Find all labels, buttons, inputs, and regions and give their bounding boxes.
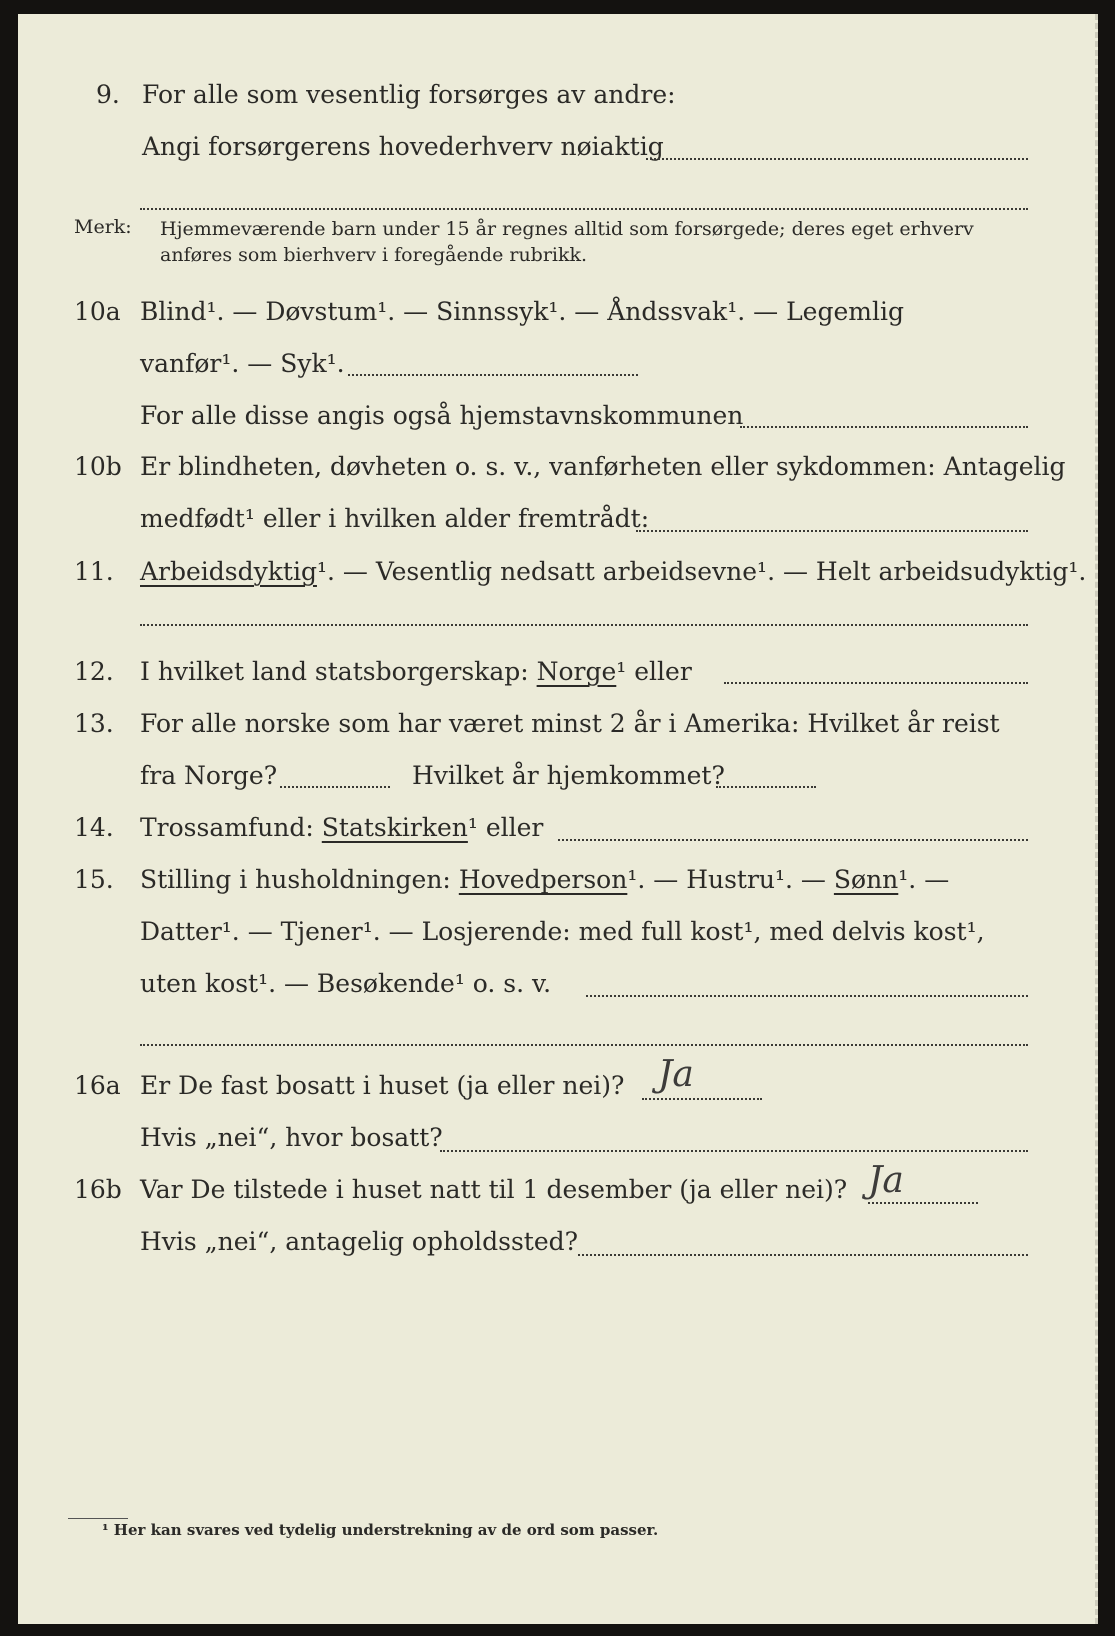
q16b-line2: Hvis „nei“, antagelig opholdssted?	[140, 1227, 579, 1256]
q9-answer-line-2[interactable]	[140, 208, 1028, 210]
q15-number: 15.	[74, 865, 114, 894]
q10b-answer-line[interactable]	[636, 530, 1028, 532]
q12-number: 12.	[74, 657, 114, 686]
q13-number: 13.	[74, 709, 114, 738]
q16a-line2: Hvis „nei“, hvor bosatt?	[140, 1123, 443, 1152]
q14-number: 14.	[74, 813, 114, 842]
q13-line1: For alle norske som har været minst 2 år i Amerika: Hvilket år reist	[140, 709, 1000, 738]
footnote-text: ¹ Her kan svares ved tydelig understrekning av de ord som passer.	[102, 1521, 659, 1539]
q16a-line1: Er De fast bosatt i huset (ja eller nei)?	[140, 1071, 625, 1100]
q16b-opholdssted-line[interactable]	[578, 1254, 1028, 1256]
q10a-line2: vanfør¹. — Syk¹.	[140, 349, 345, 378]
q10a-kommune-line[interactable]	[740, 426, 1028, 428]
q10a-line3: For alle disse angis også hjemstavnskommunen	[140, 401, 744, 430]
q15-line1c: ¹. —	[898, 865, 950, 894]
q13-hjemkommet-line[interactable]	[716, 786, 816, 788]
q15-line1u2: Sønn	[833, 865, 899, 894]
q13-line2a: fra Norge?	[140, 761, 278, 790]
q9-line2: Angi forsørgerens hovederhverv nøiaktig	[142, 132, 664, 161]
q9-answer-line[interactable]	[646, 158, 1028, 160]
q16a-answer-line[interactable]	[642, 1098, 762, 1100]
q16b-answer-line[interactable]	[868, 1202, 978, 1204]
q15-line2: Datter¹. — Tjener¹. — Losjerende: med full kost¹, med delvis kost¹,	[140, 917, 985, 946]
q9-number: 9.	[96, 80, 120, 109]
q13-line2b: Hvilket år hjemkommet?	[412, 761, 725, 790]
q12-before: I hvilket land statsborgerskap:	[140, 657, 529, 686]
census-form-page	[18, 14, 1098, 1624]
q9-line1: For alle som vesentlig forsørges av andre:	[142, 80, 676, 109]
q11-rest: ¹. — Vesentlig nedsatt arbeidsevne¹. — Helt arbeidsudyktig¹.	[316, 557, 1087, 586]
q16a-handwritten-answer: Ja	[658, 1054, 694, 1095]
q10b-line2: medfødt¹ eller i hvilken alder fremtrådt:	[140, 504, 650, 533]
q12-answer-line[interactable]	[724, 682, 1028, 684]
q10a-number: 10a	[74, 297, 121, 326]
q16b-line1: Var De tilstede i huset natt til 1 desember (ja eller nei)?	[140, 1175, 848, 1204]
q15-answer-line-2[interactable]	[140, 1044, 1028, 1046]
q11-text	[140, 556, 1086, 588]
q15-line3: uten kost¹. — Besøkende¹ o. s. v.	[140, 969, 552, 998]
q15-line1	[140, 864, 949, 896]
q11-number: 11.	[74, 557, 114, 586]
q16a-bosatt-line[interactable]	[440, 1150, 1028, 1152]
q10a-line1: Blind¹. — Døvstum¹. — Sinnssyk¹. — Åndssvak¹. — Legemlig	[140, 297, 904, 326]
q14-underlined: Statskirken	[321, 813, 468, 842]
merk-line1: Hjemmeværende barn under 15 år regnes alltid som forsørgede; deres eget erhverv	[160, 218, 974, 240]
q11-answer-line[interactable]	[140, 624, 1028, 626]
q16b-number: 16b	[74, 1175, 122, 1204]
merk-label: Merk:	[74, 216, 132, 238]
q14-answer-line[interactable]	[558, 839, 1028, 841]
q14-before: Trossamfund:	[140, 813, 314, 842]
q12-after: ¹ eller	[616, 657, 692, 686]
q12-underlined: Norge	[536, 657, 617, 686]
q12-text	[140, 656, 692, 688]
merk-line2: anføres som bierhverv i foregående rubrikk.	[160, 244, 588, 266]
q15-line1a: Stilling i husholdningen:	[140, 865, 451, 894]
q10b-line1: Er blindheten, døvheten o. s. v., vanførheten eller sykdommen: Antagelig	[140, 452, 1066, 481]
q10a-syk-line[interactable]	[348, 374, 638, 376]
q11-underlined: Arbeidsdyktig	[140, 557, 317, 586]
q13-reist-line[interactable]	[280, 786, 390, 788]
q14-text	[140, 812, 543, 844]
q16b-handwritten-answer: Ja	[868, 1160, 904, 1201]
q16a-number: 16a	[74, 1071, 121, 1100]
q15-answer-line[interactable]	[586, 995, 1028, 997]
q15-line1u: Hovedperson	[458, 865, 628, 894]
q10b-number: 10b	[74, 452, 122, 481]
q14-after: ¹ eller	[467, 813, 544, 842]
q15-line1b: ¹. — Hustru¹. —	[627, 865, 826, 894]
